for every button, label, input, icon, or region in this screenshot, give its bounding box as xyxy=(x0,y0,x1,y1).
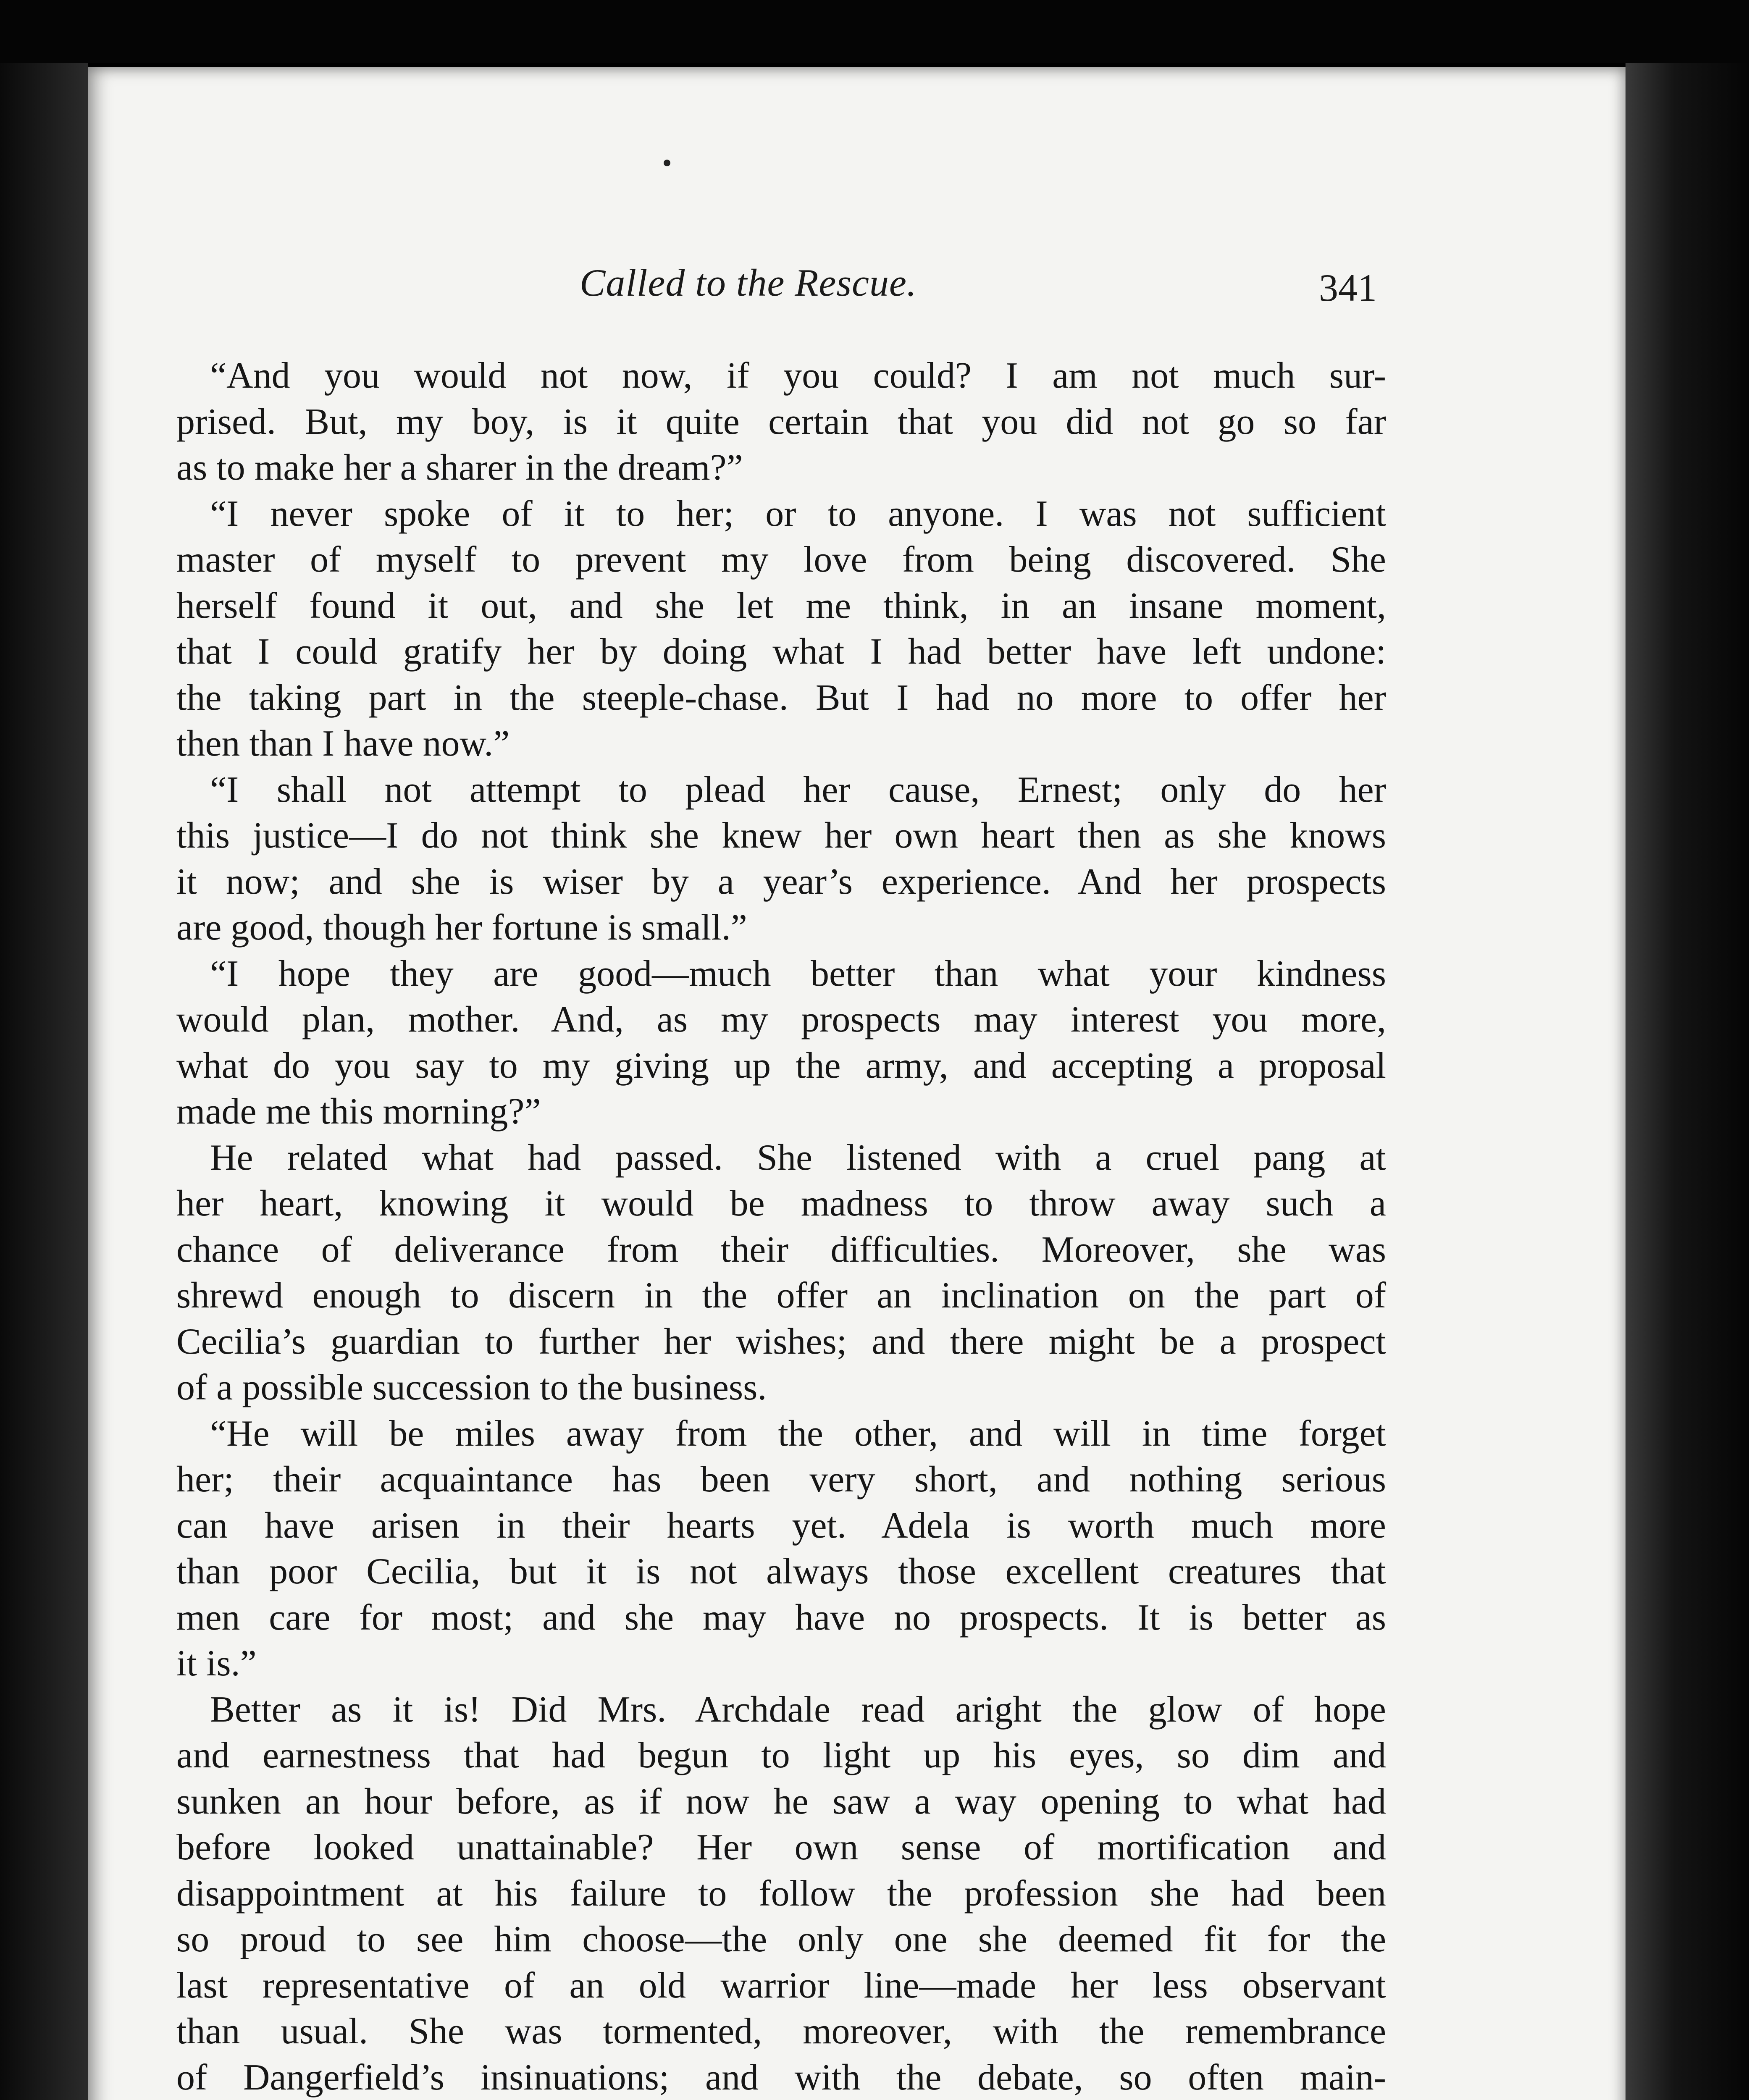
text-line: then than I have now.” xyxy=(176,723,510,764)
text-line: it is.” xyxy=(176,1643,257,1684)
scan-border-top xyxy=(0,0,1749,63)
text-line: last representative of an old warrior line—made her less observant xyxy=(176,1965,1386,2006)
text-line: “I hope they are good—much better than what your kindness xyxy=(210,953,1386,994)
text-line: her heart, knowing it would be madness to throw away such a xyxy=(176,1183,1386,1224)
text-line: so proud to see him choose—the only one she deemed fit for the xyxy=(176,1919,1386,1960)
text-line: her; their acquaintance has been very short, and nothing serious xyxy=(176,1459,1386,1500)
text-line: this justice—I do not think she knew her own heart then as she knows xyxy=(176,815,1386,856)
text-line: of a possible succession to the business. xyxy=(176,1367,767,1408)
page-edge-right xyxy=(1626,63,1749,2100)
text-line: men care for most; and she may have no prospects. It is better as xyxy=(176,1597,1386,1638)
text-line: herself found it out, and she let me think, in an insane moment, xyxy=(176,585,1386,626)
text-line: of Dangerfield’s insinuations; and with the debate, so often main- xyxy=(176,2057,1386,2098)
text-line: and earnestness that had begun to light up his eyes, so dim and xyxy=(176,1735,1386,1776)
text-line: that I could gratify her by doing what I had better have left undone: xyxy=(176,631,1386,672)
page-number: 341 xyxy=(1319,266,1377,309)
book-gutter xyxy=(0,63,88,2100)
text-line: shrewd enough to discern in the offer an inclination on the part of xyxy=(176,1275,1386,1316)
text-line: are good, though her fortune is small.” xyxy=(176,907,747,948)
text-line: before looked unattainable? Her own sense of mortification and xyxy=(176,1827,1386,1868)
text-line: chance of deliverance from their difficulties. Moreover, she was xyxy=(176,1229,1386,1270)
text-line: can have arisen in their hearts yet. Adela is worth much more xyxy=(176,1505,1386,1546)
text-line: “I never spoke of it to her; or to anyone. I was not sufficient xyxy=(210,493,1386,534)
text-line: “He will be miles away from the other, and will in time forget xyxy=(210,1413,1386,1454)
text-line: would plan, mother. And, as my prospects may interest you more, xyxy=(176,999,1386,1040)
text-line: what do you say to my giving up the army, and accepting a proposal xyxy=(176,1045,1386,1086)
text-line: the taking part in the steeple-chase. But I had no more to offer her xyxy=(176,677,1386,718)
text-line: disappointment at his failure to follow the profession she had been xyxy=(176,1873,1386,1914)
text-line: He related what had passed. She listened with a cruel pang at xyxy=(210,1137,1386,1178)
text-line: master of myself to prevent my love from being discovered. She xyxy=(176,539,1386,580)
dust-speck xyxy=(664,160,670,166)
text-line: “And you would not now, if you could? I am not much sur- xyxy=(210,355,1386,396)
text-line: prised. But, my boy, is it quite certain that you did not go so far xyxy=(176,401,1386,442)
text-line: made me this morning?” xyxy=(176,1091,541,1132)
text-line: it now; and she is wiser by a year’s experience. And her prospects xyxy=(176,861,1386,902)
text-line: “I shall not attempt to plead her cause, Ernest; only do her xyxy=(210,769,1386,810)
text-line: sunken an hour before, as if now he saw a way opening to what had xyxy=(176,1781,1386,1822)
text-line: Better as it is! Did Mrs. Archdale read aright the glow of hope xyxy=(210,1689,1386,1730)
body-text xyxy=(176,353,1386,2100)
text-line: Cecilia’s guardian to further her wishes; and there might be a prospect xyxy=(176,1321,1386,1362)
running-title: Called to the Rescue. xyxy=(580,261,917,304)
text-line: as to make her a sharer in the dream?” xyxy=(176,447,743,488)
text-line: than poor Cecilia, but it is not always those excellent creatures that xyxy=(176,1551,1386,1592)
text-line: than usual. She was tormented, moreover, with the remembrance xyxy=(176,2011,1386,2052)
